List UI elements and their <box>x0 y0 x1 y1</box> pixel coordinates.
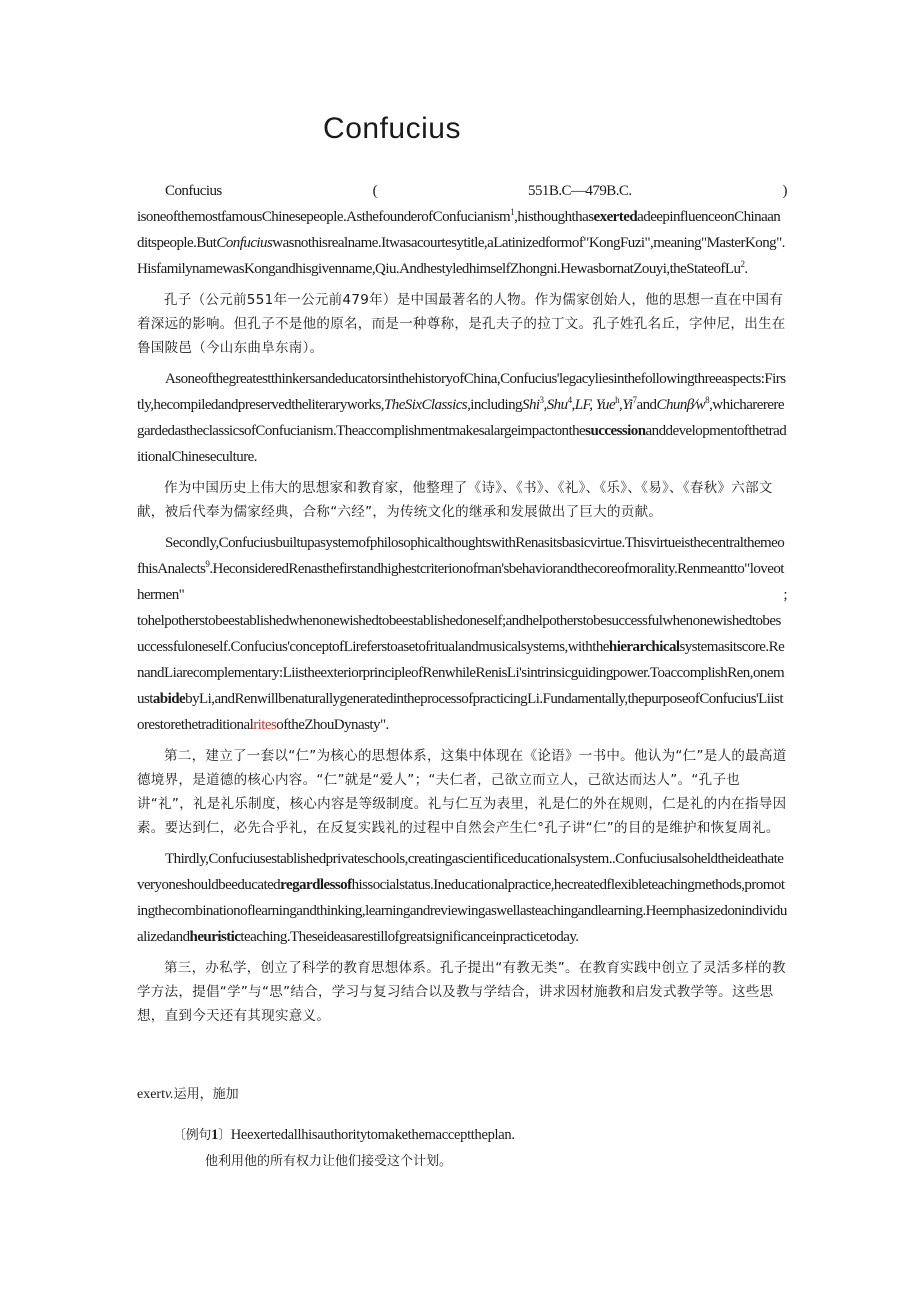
text-run: , <box>543 397 547 413</box>
italic-run: LF, Yue <box>574 397 616 413</box>
footnote-marker: h <box>615 395 620 405</box>
vocab-meaning: 运用，施加 <box>173 1087 239 1102</box>
text-run: . <box>744 261 748 277</box>
text-run: including <box>470 397 523 413</box>
paragraph-ren-zh: 第二，建立了一套以“仁”为核心的思想体系，这集中体现在《论语》一书中。他认为“仁”是人的最高道德境界，是道德的核心内容。“仁”就是“爱人”；“夫仁者，己欲立而立人，己欲达而达人”。“孔子也讲“礼”，礼是礼乐制度，核心内容是等级制度。礼与仁互为表里，礼是仁的外在规则，仁是礼的内在指导因素。要达到仁，必先合乎礼，在反复实践礼的过程中自然会产生仁°孔子讲“仁”的目的是维护和恢复周礼。 <box>137 748 787 836</box>
highlighted-word: rites <box>253 717 277 733</box>
footnote-marker: 3 <box>539 395 544 405</box>
text-run: byLi,andRenwillbenaturallygeneratedintheprocessofpracticingLi.Fundamentally,thepurposeofConfucius'Liistorestorethetraditional <box>137 691 783 733</box>
text-run: teaching.Theseideasarestillofgreatsignificanceinpracticetoday. <box>240 929 579 945</box>
vocab-highlight: abide <box>152 691 186 707</box>
paragraph-intro-en <box>137 204 787 282</box>
example-label-number: 1 <box>211 1127 219 1143</box>
italic-run: Shi <box>522 397 540 413</box>
italic-run: TheSixClassics, <box>383 397 471 413</box>
example-en: Heexertedallhisauthoritytomakethemaccepttheplan. <box>230 1127 515 1143</box>
vocab-highlight: heuristic <box>189 929 241 945</box>
text-run: , <box>619 397 623 413</box>
text-run: "MasterKong".HisfamilynamewasKongandhisgivenname,Qiu.AndhestyledhimselfZhongni.HewasbornatZouyi,theStateofLu <box>137 235 785 277</box>
example-translation: 他利用他的所有权力让他们接受这个计划。 <box>205 1154 453 1169</box>
example-label-open: 〔例句 <box>173 1128 212 1143</box>
vocab-highlight: succession <box>585 423 646 439</box>
page-title: Confucius <box>323 112 461 145</box>
footnote-marker: 8 <box>705 395 710 405</box>
text-run: adeepinfluenceonChinaanditspeople.But <box>137 209 781 251</box>
text-run: anddevelopmentofthetraditionalChineseculture. <box>137 423 787 465</box>
footnote-marker: 2 <box>740 259 745 269</box>
text-run: AsoneofthegreatestthinkersandeducatorsinthehistoryofChina,Confucius'legacyliesinthefollowingthreeaspects:Firstly,hecompiledandpreservedtheliteraryworks, <box>137 371 786 413</box>
paragraph-ren-en <box>137 530 787 738</box>
vocab-highlight: exerted <box>593 209 638 225</box>
italic-run: Yi <box>622 397 633 413</box>
text-run: tohelpotherstobeestablishedwhenonewishedtobeestablishedoneself;andhelpotherstobesuccessfulwhenonewishedtobesuccessfuloneself.Confucius'conceptofLireferstoasetofritualandmusicalsystems,withthe <box>137 613 781 655</box>
vocab-highlight: regardlessof <box>280 877 352 893</box>
text-run: ,histhoughthas <box>514 209 594 225</box>
text-run: .HeconsideredRenasthefirstandhighestcriterionofman'sbehaviorandthecoreofmorality.Renmeantto"loveothermen" <box>137 561 784 603</box>
intro-dates: 551B.C—479B.C. <box>528 183 632 199</box>
text-run: isoneofthemostfamousChinesepeople.AsthefounderofConfucianism <box>137 209 511 225</box>
text-run: and <box>636 397 657 413</box>
vocab-highlight: hierarchical <box>608 639 680 655</box>
example-label-close: 〕 <box>218 1128 231 1143</box>
text-run: Thirdly,Confuciusestablishedprivateschools,creatingascientificeducationalsystem..Confuciusalsoheldtheideathateveryoneshouldbeeducated <box>137 851 784 893</box>
text-run: wasnothisrealname.Itwasacourtesytitle,aLatinizedformof"KongFuzi",meaning <box>272 235 702 251</box>
italic-run: Chunβ∕w <box>656 397 706 413</box>
vocab-pos: v. <box>164 1087 174 1102</box>
paragraph-legacy-en <box>137 366 787 470</box>
text-run: systemasitscore.RenandLiarecomplementary:LiistheexteriorprincipleofRenwhileRenisLi'sintrinsicguidingpower.ToaccomplishRen,onemust <box>137 639 785 707</box>
italic-run: Confucius <box>216 235 273 251</box>
intro-paren-close: ) <box>782 183 787 199</box>
intro-header-line <box>137 178 787 204</box>
intro-paren-open: ( <box>372 183 378 199</box>
text-run: , <box>571 397 575 413</box>
paragraph-education-zh: 第三，办私学，创立了科学的教育思想体系。孔子提出“有教无类”。在教育实践中创立了灵活多样的教学方法，提倡“学”与“思”结合，学习与复习结合以及教与学结合，讲求因材施教和启发式教学等。这些思想，直到今天还有其现实意义。 <box>137 960 786 1024</box>
footnote-marker: 9 <box>205 559 210 569</box>
text-run: hissocialstatus.Ineducationalpractice,hecreatedflexibleteachingmethods,promotingthecombinationoflearningandthinking,learningandreviewingaswellasteachingandlearning.Heemphasizedonindividualizedand <box>137 877 787 945</box>
text-run: Secondly,ConfuciusbuiltupasystemofphilosophicalthoughtswithRenasitsbasicvirtue.ThisvirtueisthecentralthemeofhisAnalects <box>137 535 785 577</box>
intro-name: Confucius <box>165 183 222 199</box>
footnote-marker: 1 <box>510 207 515 217</box>
text-run: ; <box>783 587 787 603</box>
text-run: oftheZhouDynasty". <box>276 717 389 733</box>
footnote-marker: 7 <box>632 395 637 405</box>
content-body <box>137 178 787 1034</box>
footnote-marker: 4 <box>567 395 572 405</box>
paragraph-intro-zh: 孔子（公元前551年一公元前479年）是中国最著名的人物。作为儒家创始人，他的思想一直在中国有着深远的影响。但孔子不是他的原名，而是一种尊称，是孔夫子的拉丁文。孔子姓孔名丘，字仲尼，出生在鲁国陂邑（今山东曲阜东南）。 <box>137 292 786 356</box>
example-sentence <box>173 1124 515 1144</box>
paragraph-legacy-zh: 作为中国历史上伟大的思想家和教育家，他整理了《诗》、《书》、《礼》、《乐》、《易》、《春秋》六部文献，被后代奉为儒家经典，合称“六经”，为传统文化的继承和发展做出了巨大的贡献。 <box>137 480 773 520</box>
paragraph-education-en <box>137 846 787 950</box>
text-run: ,whicharereregardedastheclassicsofConfucianism.Theaccomplishmentmakesalargeimpactonthe <box>137 397 784 439</box>
italic-run: Shu <box>546 397 568 413</box>
vocab-entry <box>137 1083 239 1103</box>
vocab-word: exert <box>137 1087 165 1102</box>
